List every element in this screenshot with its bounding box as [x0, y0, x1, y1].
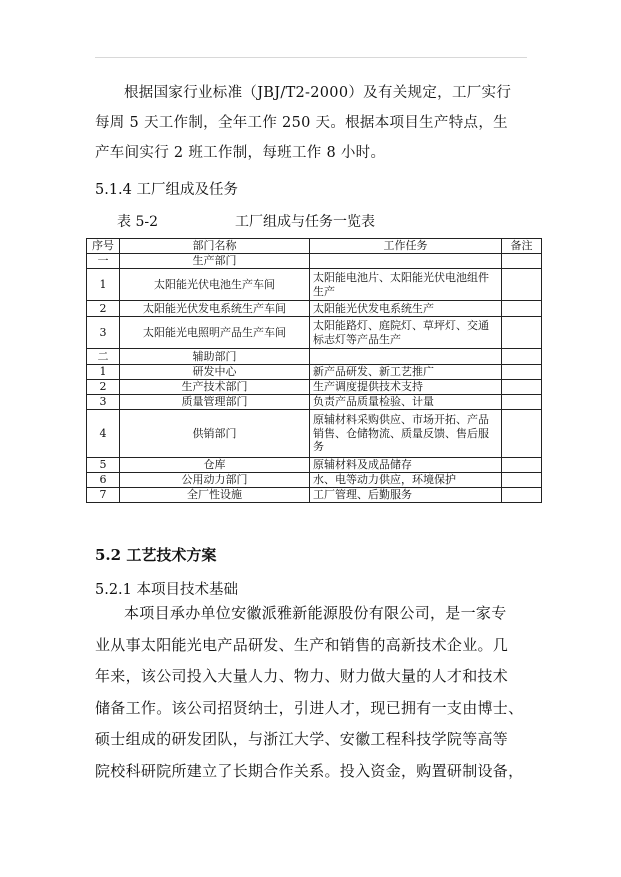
cell-note	[502, 349, 542, 365]
header-cell: 备注	[502, 239, 542, 254]
cell-department: 太阳能光伏电池生产车间	[120, 269, 310, 301]
cell-index: 1	[87, 365, 120, 380]
cell-department: 太阳能光电照明产品生产车间	[120, 317, 310, 349]
cell-index: 2	[87, 301, 120, 317]
cell-index: 3	[87, 317, 120, 349]
cell-task: 原辅材料及成品储存	[310, 458, 502, 473]
cell-index: 5	[87, 458, 120, 473]
cell-task	[310, 254, 502, 269]
intro-paragraph	[95, 78, 529, 168]
header-cell: 工作任务	[310, 239, 502, 254]
page-header-rule	[95, 57, 527, 58]
table-caption-title: 工厂组成与任务一览表	[235, 214, 375, 230]
cell-task: 原辅材料采购供应、市场开拓、产品销售、仓储物流、质量反馈、售后服务	[310, 410, 502, 458]
cell-index: 2	[87, 380, 120, 395]
cell-department: 仓库	[120, 458, 310, 473]
cell-department: 生产部门	[120, 254, 310, 269]
table-row	[87, 410, 542, 458]
table-row	[87, 365, 542, 380]
table-caption	[117, 211, 375, 231]
table-row	[87, 317, 542, 349]
cell-department: 研发中心	[120, 365, 310, 380]
table-row	[87, 301, 542, 317]
cell-note	[502, 410, 542, 458]
factory-composition-table	[86, 238, 542, 503]
body-line: 年来，该公司投入大量人力、物力、财力做大量的人才和技术	[95, 667, 509, 685]
cell-note	[502, 317, 542, 349]
cell-task: 生产调度提供技术支持	[310, 380, 502, 395]
cell-department: 全厂性设施	[120, 488, 310, 503]
cell-task: 工厂管理、后勤服务	[310, 488, 502, 503]
cell-note	[502, 458, 542, 473]
cell-note	[502, 365, 542, 380]
body-line: 储备工作。该公司招贤纳士，引进人才，现已拥有一支由博士、	[95, 698, 524, 717]
cell-index: 一	[87, 254, 120, 269]
section-heading-5-2-1: 5.2.1 本项目技术基础	[95, 582, 239, 598]
cell-task	[310, 349, 502, 365]
cell-task: 新产品研发、新工艺推广	[310, 365, 502, 380]
cell-note	[502, 395, 542, 410]
cell-index: 1	[87, 269, 120, 301]
cell-note	[502, 473, 542, 488]
cell-index: 3	[87, 395, 120, 410]
body-line: 本项目承办单位安徽派雅新能源股份有限公司，是一家专	[124, 604, 507, 622]
cell-index: 4	[87, 410, 120, 458]
section-heading-5-2: 5.2 工艺技术方案	[95, 546, 217, 564]
cell-task: 水、电等动力供应，环境保护	[310, 473, 502, 488]
cell-index: 6	[87, 473, 120, 488]
cell-task: 太阳能光伏发电系统生产	[310, 301, 502, 317]
body-paragraph	[95, 598, 529, 787]
cell-task: 太阳能路灯、庭院灯、草坪灯、交通标志灯等产品生产	[310, 317, 502, 349]
intro-line: 根据国家行业标准（JBJ/T2-2000）及有关规定，工厂实行	[124, 85, 512, 101]
header-cell: 序号	[87, 239, 120, 254]
cell-note	[502, 301, 542, 317]
table-row	[87, 254, 542, 269]
body-line: 硕士组成的研发团队，与浙江大学、安徽工程科技学院等高等	[95, 730, 509, 748]
table-row	[87, 488, 542, 503]
cell-department: 公用动力部门	[120, 473, 310, 488]
table-row	[87, 380, 542, 395]
cell-department: 生产技术部门	[120, 380, 310, 395]
table-row	[87, 458, 542, 473]
table-row	[87, 473, 542, 488]
body-line: 院校科研院所建立了长期合作关系。投入资金，购置研制设备，	[95, 761, 524, 780]
cell-department: 太阳能光伏发电系统生产车间	[120, 301, 310, 317]
cell-department: 质量管理部门	[120, 395, 310, 410]
table-row	[87, 395, 542, 410]
cell-index: 二	[87, 349, 120, 365]
body-line: 业从事太阳能光电产品研发、生产和销售的高新技术企业。几	[95, 635, 509, 654]
cell-note	[502, 380, 542, 395]
header-cell: 部门名称	[120, 239, 310, 254]
cell-department: 供销部门	[120, 410, 310, 458]
table-header-row	[87, 239, 542, 254]
cell-note	[502, 254, 542, 269]
table-caption-label: 表 5-2	[117, 214, 158, 230]
cell-task: 太阳能电池片、太阳能光伏电池组件生产	[310, 269, 502, 301]
section-heading-5-1-4: 5.1.4 工厂组成及任务	[95, 182, 239, 198]
cell-department: 辅助部门	[120, 349, 310, 365]
intro-line: 每周 5 天工作制，全年工作 250 天。根据本项目生产特点，生	[95, 115, 508, 131]
table-row	[87, 269, 542, 301]
table-row	[87, 349, 542, 365]
cell-note	[502, 269, 542, 301]
cell-index: 7	[87, 488, 120, 503]
cell-note	[502, 488, 542, 503]
cell-task: 负责产品质量检验、计量	[310, 395, 502, 410]
intro-line: 产车间实行 2 班工作制，每班工作 8 小时。	[95, 145, 386, 161]
